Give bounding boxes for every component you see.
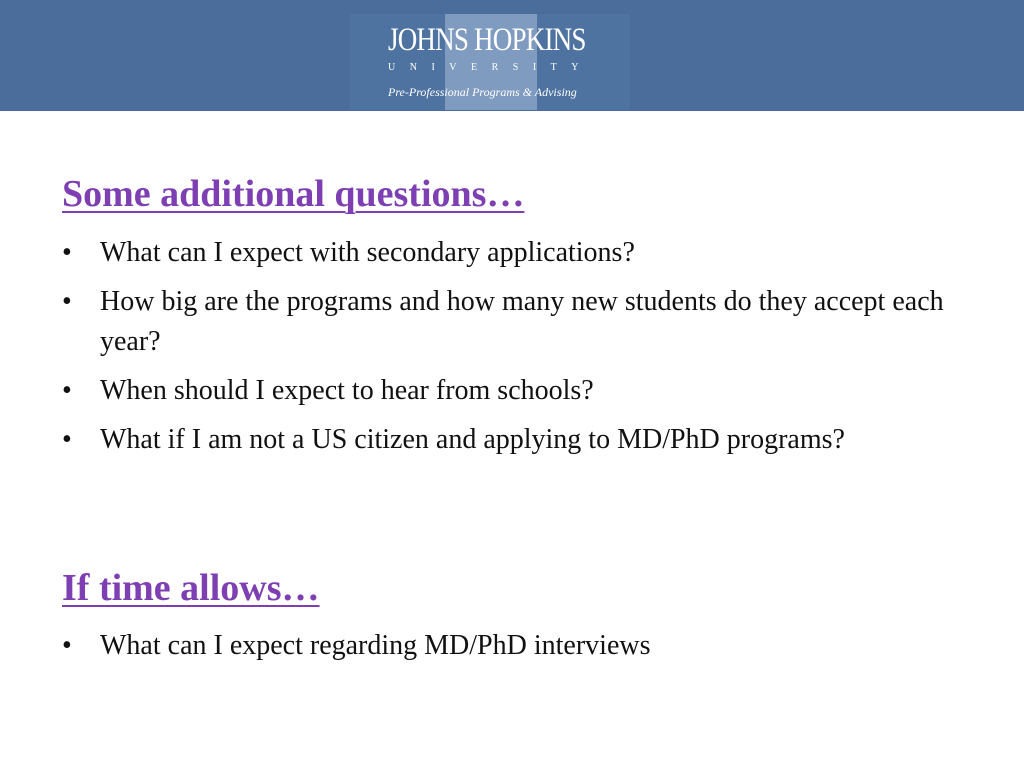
list-item-text: How big are the programs and how many new students do they accept each year? [100,286,944,357]
bullet-icon: • [62,286,72,317]
section-heading-if-time-allows: If time allows… [62,567,320,609]
additional-questions-list [62,233,982,469]
bullet-icon: • [62,237,72,268]
bullet-icon: • [62,375,72,406]
list-item-text: What can I expect with secondary applications? [100,237,635,268]
logo-tagline: Pre-Professional Programs & Advising [388,85,577,99]
bullet-icon: • [62,630,72,661]
logo-university: UNIVERSITY [388,62,593,73]
list-item-text: What if I am not a US citizen and applying to MD/PhD programs? [100,424,845,455]
section-heading-additional-questions: Some additional questions… [62,173,525,215]
list-item [62,626,982,666]
list-item [62,233,982,273]
bullet-icon: • [62,424,72,455]
if-time-allows-list [62,626,982,675]
list-item [62,420,982,460]
list-item-text: When should I expect to hear from schools? [100,375,594,406]
list-item [62,371,982,411]
list-item [62,282,982,362]
list-item-text: What can I expect regarding MD/PhD interviews [100,630,651,661]
logo-name: JOHNS HOPKINS [388,22,586,58]
